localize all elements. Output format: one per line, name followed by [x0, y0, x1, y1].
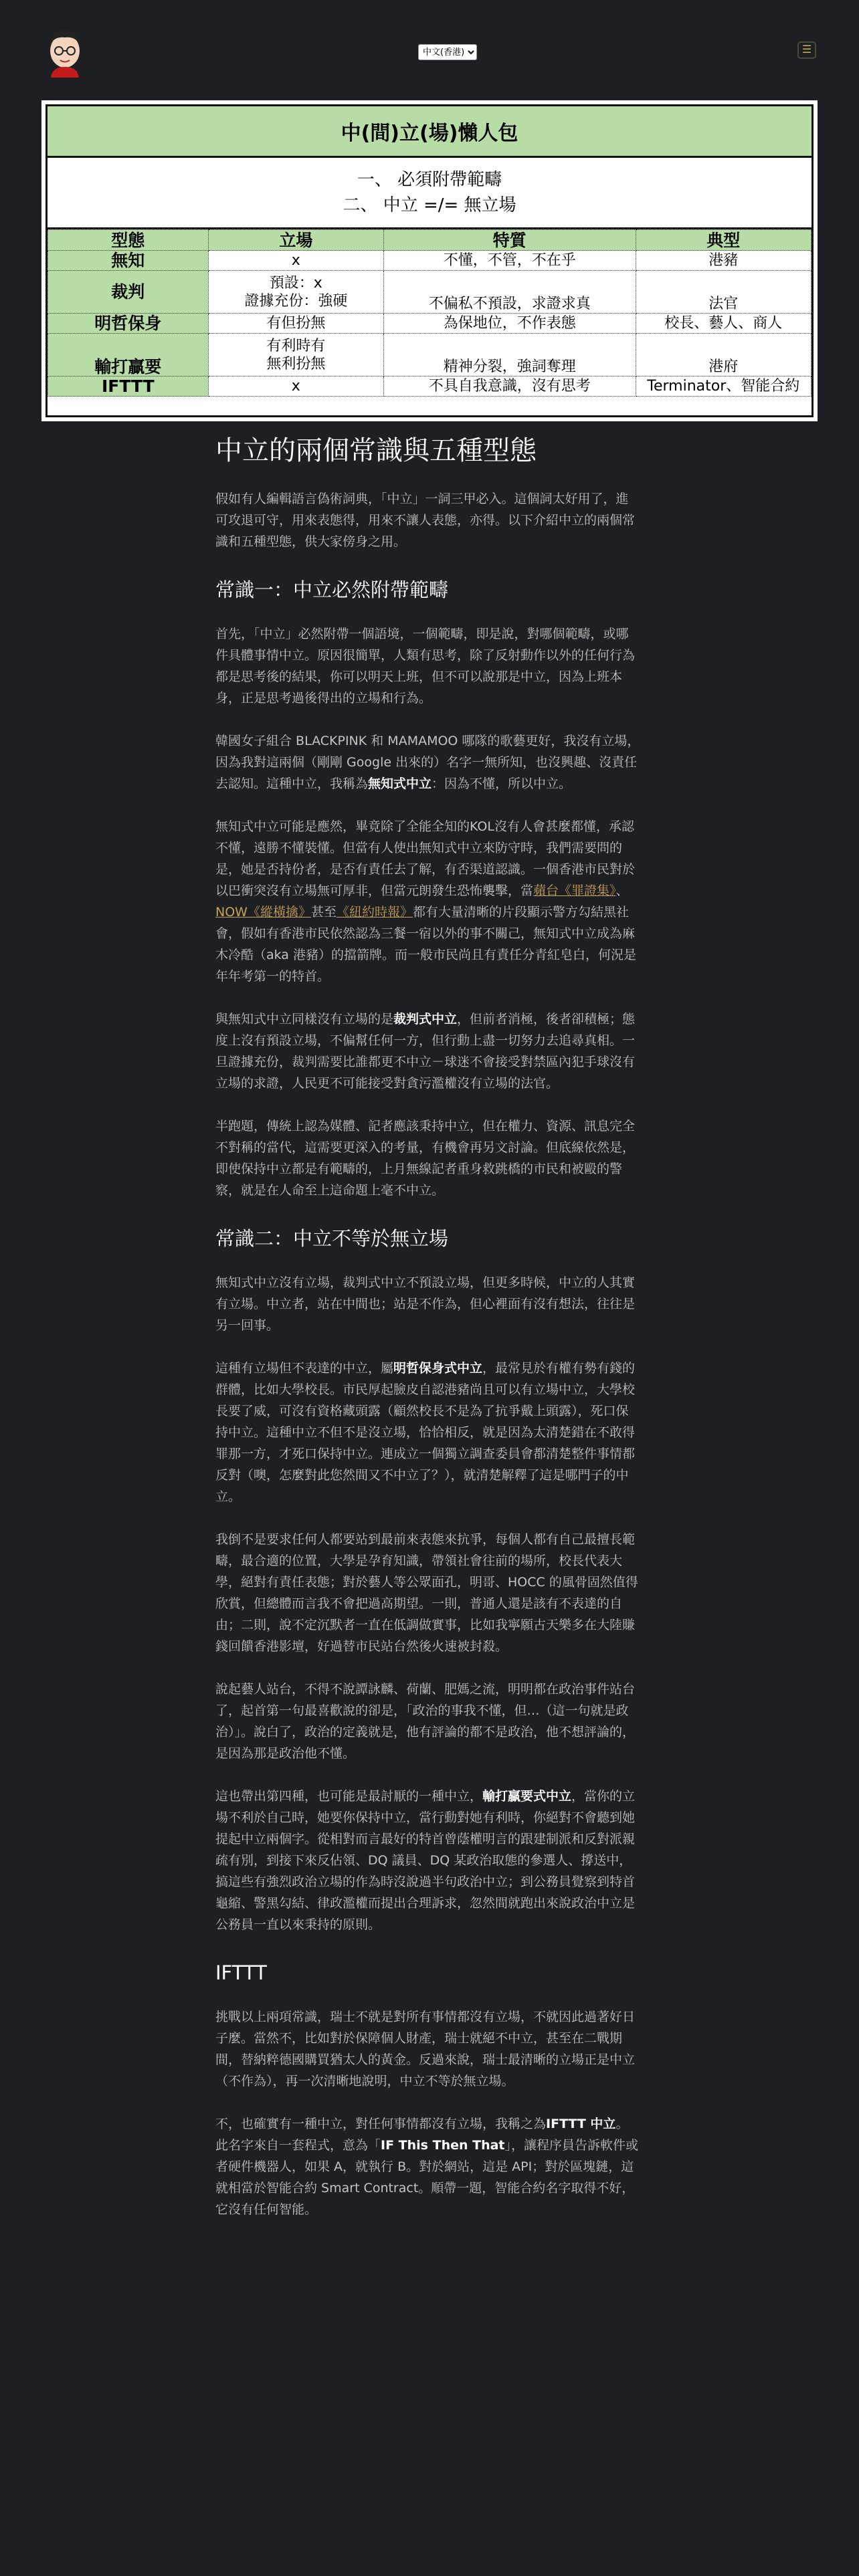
stance-line: 預設：x	[269, 274, 322, 292]
infographic-image	[41, 100, 818, 421]
table-row	[48, 334, 812, 377]
article-paragraph: 半跑題，傳統上認為媒體、記者應該秉持中立，但在權力、資源、訊息完全不對稱的當代，這需要更深入的考量，有機會再另文討論。但底線依然是，即使保持中立都是有範疇的，上月無線記者重身救跳橋的市民和被毆的警察，就是在人命至上這命題上毫不中立。	[215, 1119, 636, 1198]
table-cell-example: 港豬	[636, 251, 811, 271]
table-cell-trait: 不具自我意識，沒有思考	[384, 377, 636, 397]
site-header	[0, 0, 859, 100]
table-row	[48, 251, 812, 271]
section-heading: IFTTT	[215, 1961, 267, 1984]
table-cell-example: 校長、藝人、商人	[636, 314, 811, 334]
table-cell-stance	[208, 271, 383, 314]
table-cell-example: Terminator、智能合約	[636, 377, 811, 397]
link-now-news[interactable]: NOW《縱橫擒》	[215, 905, 311, 920]
infographic-table	[47, 229, 812, 397]
article-paragraph: 無知式中立可能是應然，畢竟除了全能全知的KOL沒有人會甚麼都懂，承認不懂，遠勝不懂裝懂。但當有人使出無知式中立來防守時，我們需要問的是，她是否持份者，是否有責任去了解，有否渠道認識。一個香港市民對於以巴衝突沒有立場無可厚非，但當元朗發生恐怖襲擊，當蘋台《罪證集》、NOW《縱橫擒》甚至《紐約時報》都有大量清晰的片段顯示警方勾結黑社會，假如有香港市民依然認為三餐一宿以外的事不關己，無知式中立成為麻木冷酷（aka 港豬）的擋箭牌。而一般市民尚且有責任分青紅皂白，何況是年年考第一的特首。	[215, 819, 636, 984]
table-cell-trait: 為保地位，不作表態	[384, 314, 636, 334]
table-row	[48, 377, 812, 397]
section-heading: 常識二：中立不等於無立場	[215, 1227, 449, 1250]
table-cell-trait: 不偏私不預設，求證求真	[384, 271, 636, 314]
article-paragraph: 韓國女子組合 BLACKPINK 和 MAMAMOO 哪隊的歌藝更好，我沒有立場，因為我對這兩個（剛剛 Google 出來的）名字一無所知，也沒興趣、沒責任去認知。這種中立，我稱為無知式中立：因為不懂，所以中立。	[215, 734, 640, 791]
article-paragraph: 我倒不是要求任何人都要站到最前來表態來抗爭，每個人都有自己最擅長範疇，最合適的位置，大學是孕育知識，帶領社會往前的場所，校長代表大學，絕對有責任表態；對於藝人等公眾面孔，明哥、HOCC 的風骨固然值得欣賞，但總體而言我不會把過高期望。一則，普通人還是該有不表達的自由；二則，說不定沉默者一直在低調做實事，比如我寧願古天樂多在大陸賺錢回饋香港影壇，好過替市民站台然後火速被封殺。	[215, 1532, 638, 1654]
infographic-point: 一、 必須附帶範疇	[357, 170, 502, 190]
bold-term: 明哲保身式中立	[393, 1361, 483, 1376]
table-cell-type: IFTTT	[48, 377, 209, 397]
bold-term: IFTTT 中立	[546, 2117, 616, 2131]
table-header: 立場	[208, 230, 383, 251]
table-header-row	[48, 230, 812, 251]
table-row	[48, 314, 812, 334]
table-cell-example: 法官	[636, 271, 811, 314]
table-cell-stance: 有但扮無	[208, 314, 383, 334]
bold-term: 裁判式中立	[393, 1012, 458, 1027]
infographic-points	[47, 158, 812, 229]
language-select[interactable]	[418, 44, 477, 60]
table-cell-stance: x	[208, 377, 383, 397]
table-cell-type: 無知	[48, 251, 209, 271]
article-paragraph: 與無知式中立同樣沒有立場的是裁判式中立，但前者消極，後者卻積極；態度上沒有預設立場，不偏幫任何一方，但行動上盡一切努力去追尋真相。一旦證據充份，裁判需要比誰都更不中立－球迷不會接受對禁區內犯手球沒有立場的求證，人民更不可能接受對貪污濫權沒有立場的法官。	[215, 1012, 636, 1091]
infographic-point: 二、 中立 =/= 無立場	[343, 195, 516, 215]
stance-line: 證據充份：強硬	[244, 292, 348, 310]
table-cell-type: 明哲保身	[48, 314, 209, 334]
article	[215, 433, 641, 2242]
article-paragraph: 假如有人編輯語言偽術詞典，「中立」一詞三甲必入。這個詞太好用了，進可攻退可守，用來表態得，用來不讓人表態，亦得。以下介紹中立的兩個常識和五種型態，供大家傍身之用。	[215, 492, 636, 549]
article-title: 中立的兩個常識與五種型態	[215, 435, 537, 466]
table-header: 特質	[384, 230, 636, 251]
bold-term: 輸打贏要式中立	[482, 1789, 572, 1804]
table-cell-type: 輸打贏要	[48, 334, 209, 377]
table-cell-trait: 精神分裂，強詞奪理	[384, 334, 636, 377]
infographic-title: 中(間)立(場)懶人包	[47, 106, 812, 158]
hamburger-icon: ☰	[801, 44, 812, 56]
table-cell-stance	[208, 334, 383, 377]
table-cell-stance: x	[208, 251, 383, 271]
stance-line: 有利時有	[266, 337, 326, 354]
bold-term: IF This Then That	[381, 2138, 505, 2153]
article-paragraph: 無知式中立沒有立場，裁判式中立不預設立場，但更多時候，中立的人其實有立場。中立者，站在中間也；站是不作為，但心裡面有沒有想法，往往是另一回事。	[215, 1275, 636, 1333]
article-paragraph: 首先，「中立」必然附帶一個語境，一個範疇，即是說，對哪個範疇，或哪件具體事情中立。原因很簡單，人類有思考，除了反射動作以外的任何行為都是思考後的結果，你可以明天上班，但不可以說那是中立，因為上班本身，正是思考過後得出的立場和行為。	[215, 627, 636, 706]
section-heading: 常識一：中立必然附帶範疇	[215, 578, 449, 601]
link-apple-daily[interactable]: 蘋台《罪證集》	[533, 883, 616, 898]
bold-term: 無知式中立	[368, 776, 432, 791]
article-paragraph: 不，也確實有一種中立，對任何事情都沒有立場，我稱之為IFTTT 中立。此名字來自一套程式，意為「IF This Then That」，讓程序員告訴軟件或者硬件機器人，如果 A，就執行 B。對於網站，這是 API；對於區塊鏈，這就相當於智能合約 Smart Contract。順帶一題，智能合約名字取得不好，它沒有任何智能。	[215, 2117, 639, 2217]
table-header: 型態	[48, 230, 209, 251]
article-paragraph: 說起藝人站台，不得不說譚詠麟、荷蘭、肥媽之流，明明都在政治事件站台了，起首第一句最喜歡說的卻是，「政治的事我不懂，但…（這一句就是政治）」。說白了，政治的定義就是，他有評論的都不是政治，他不想評論的，是因為那是政治他不懂。	[215, 1682, 636, 1761]
article-paragraph: 這也帶出第四種，也可能是最討厭的一種中立，輸打贏要式中立，當你的立場不利於自己時，她要你保持中立，當行動對她有利時，你絕對不會聽到她提起中立兩個字。從相對而言最好的特首曾蔭權明言的跟建制派和反對派親疏有別，到接下來反佔領、DQ 議員、DQ 某政治取態的參選人、撐送中，搞這些有強烈政治立場的作為時沒說過半句政治中立；到公務員覺察到特首龜縮、警黑勾結、律政濫權而提出合理訴求，忽然間就跑出來說政治中立是公務員一直以來秉持的原則。	[215, 1789, 636, 1932]
table-row	[48, 271, 812, 314]
stance-line: 無利扮無	[266, 355, 326, 372]
article-paragraph: 挑戰以上兩項常識，瑞士不就是對所有事情都沒有立場，不就因此過著好日子麼。當然不，比如對於保障個人財產，瑞士就絕不中立，甚至在二戰期間，替納粹德國購買猶太人的黃金。反過來說，瑞士最清晰的立場正是中立（不作為），再一次清晰地說明，中立不等於無立場。	[215, 2010, 636, 2088]
article-paragraph: 這種有立場但不表達的中立，屬明哲保身式中立，最常見於有權有勢有錢的群體，比如大學校長。市民厚起臉皮自認港豬尚且可以有立場中立，大學校長要了威，可沒有資格藏頭露（顧然校長不是為了抗爭戴上頭露），死口保持中立。這種中立不但不是沒立場，恰恰相反，就是因為太清楚錯在不敢得罪那一方，才死口保持中立。連成立一個獨立調查委員會都清楚整件事情都反對（噢，怎麼對此您然間又不中立了？），就清楚解釋了這是哪門子的中立。	[215, 1361, 636, 1504]
table-header: 典型	[636, 230, 811, 251]
menu-button[interactable]	[797, 41, 816, 59]
author-avatar-icon[interactable]	[41, 25, 88, 78]
table-cell-trait: 不懂，不管，不在乎	[384, 251, 636, 271]
table-cell-type: 裁判	[48, 271, 209, 314]
link-nytimes[interactable]: 《紐約時報》	[336, 905, 413, 920]
table-cell-example: 港府	[636, 334, 811, 377]
